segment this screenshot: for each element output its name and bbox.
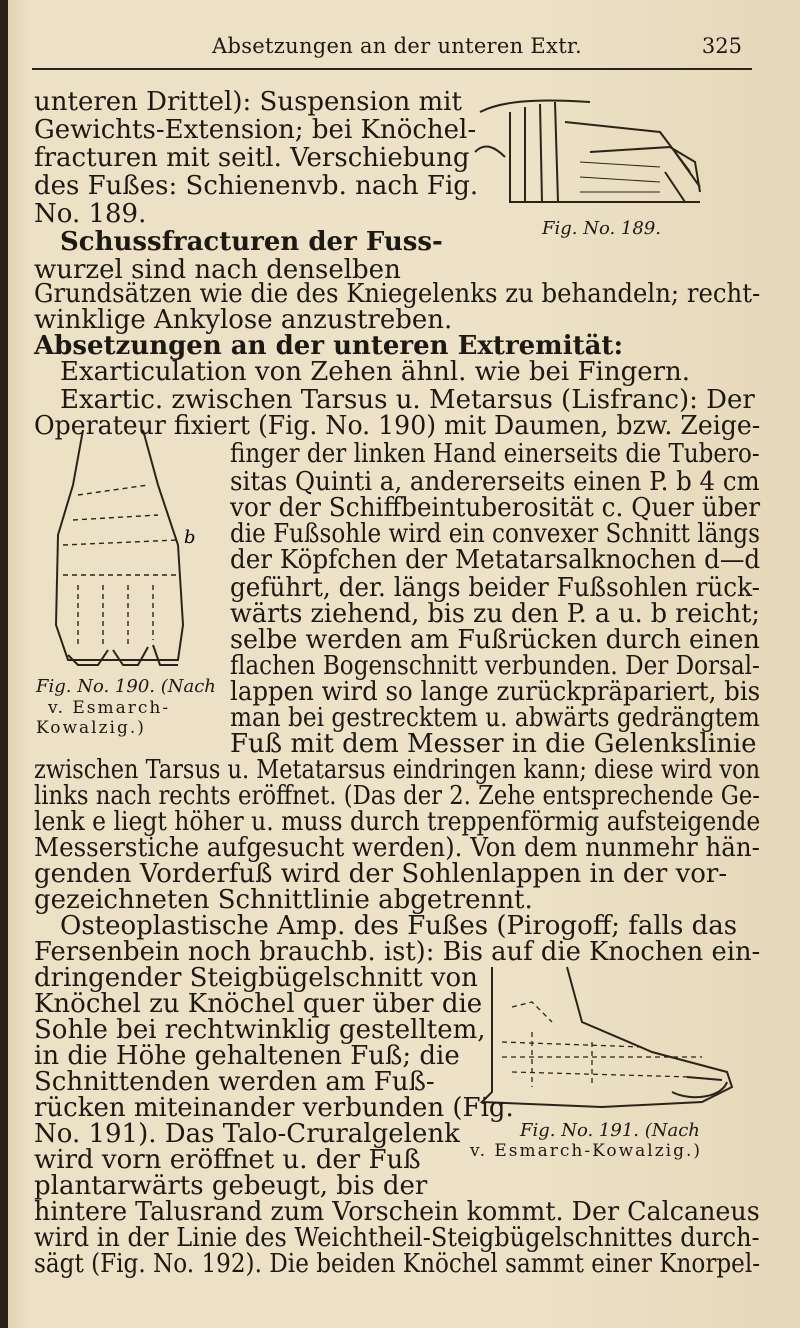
text-line: Fersenbein noch brauchb. ist): Bis auf die Knochen ein- xyxy=(34,937,761,967)
text-line: lenk e liegt höher u. muss durch treppenförmig aufsteigende xyxy=(34,807,761,837)
text-line: wurzel sind nach denselben xyxy=(34,255,401,285)
text-line: genden Vorderfuß wird der Sohlenlappen in der vor- xyxy=(34,859,728,889)
running-header-title: Absetzungen an der unteren Extr. xyxy=(212,34,582,58)
running-header xyxy=(32,28,752,70)
text-line: Schnittenden werden am Fuß- xyxy=(34,1067,435,1097)
text-line: Gewichts-Extension; bei Knöchel- xyxy=(34,115,477,145)
text-line: man bei gestrecktem u. abwärts gedrängtem xyxy=(230,703,760,733)
text-line: flachen Bogenschnitt verbunden. Der Dorsal- xyxy=(230,651,760,681)
text-line: sägt (Fig. No. 192). Die beiden Knöchel sammt einer Knorpel- xyxy=(34,1249,761,1279)
figure-190-caption-line-2: v. Esmarch- xyxy=(48,698,171,718)
text-line: gezeichneten Schnittlinie abgetrennt. xyxy=(34,885,533,915)
text-line: winklige Ankylose anzustreben. xyxy=(34,305,453,335)
text-line: in die Höhe gehaltenen Fuß; die xyxy=(34,1041,460,1071)
text-line: wird in der Linie des Weichtheil-Steigbügelschnittes durch- xyxy=(34,1223,760,1253)
text-line: No. 189. xyxy=(34,199,147,229)
figure-189-illustration xyxy=(470,92,730,217)
section-heading: Absetzungen an der unteren Extremität: xyxy=(34,331,624,361)
text-line: Operateur fixiert (Fig. No. 190) mit Daumen, bzw. Zeige- xyxy=(34,411,761,441)
text-line: sitas Quinti a, andererseits einen P. b 4 cm xyxy=(230,467,760,497)
text-line: fracturen mit seitl. Verschiebung xyxy=(34,143,470,173)
figure-191-caption-line-1: Fig. No. 191. (Nach xyxy=(520,1120,700,1141)
text-line: selbe werden am Fußrücken durch einen xyxy=(230,625,760,655)
text-line: Sohle bei rechtwinklig gestelltem, xyxy=(34,1015,486,1045)
figure-190-caption-line-3: Kowalzig.) xyxy=(36,718,146,738)
text-line: plantarwärts gebeugt, bis der xyxy=(34,1171,428,1201)
text-line: des Fußes: Schienenvb. nach Fig. xyxy=(34,171,479,201)
text-line: Exartic. zwischen Tarsus u. Metarsus (Lisfranc): Der xyxy=(60,385,755,415)
section-heading: Schussfracturen der Fuss- xyxy=(60,227,443,257)
text-line: Messerstiche aufgesucht werden). Von dem nunmehr hän- xyxy=(34,833,760,863)
text-line: Fuß mit dem Messer in die Gelenkslinie xyxy=(230,729,757,759)
page-number: 325 xyxy=(701,34,742,58)
text-line: rücken miteinander verbunden (Fig. xyxy=(34,1093,514,1123)
figure-189-caption: Fig. No. 189. xyxy=(542,218,662,239)
figure-190-illustration xyxy=(38,425,218,670)
figure-190-caption-line-1: Fig. No. 190. (Nach xyxy=(36,676,216,697)
text-line: die Fußsohle wird ein convexer Schnitt längs xyxy=(230,519,760,549)
text-line: hintere Talusrand zum Vorschein kommt. Der Calcaneus xyxy=(34,1197,760,1227)
page-spine-edge xyxy=(0,0,8,1328)
text-line: vor der Schiffbeintuberosität c. Quer über xyxy=(230,493,761,523)
text-line: unteren Drittel): Suspension mit xyxy=(34,87,462,117)
text-line: Osteoplastische Amp. des Fußes (Pirogoff; falls das xyxy=(60,911,738,941)
text-line: der Köpfchen der Metatarsalknochen d—d xyxy=(230,545,761,575)
figure-190-label-b: b xyxy=(184,527,196,548)
text-line: geführt, der. längs beider Fußsohlen rück- xyxy=(230,573,760,603)
text-line: wärts ziehend, bis zu den P. a u. b reicht; xyxy=(230,599,760,629)
text-line: wird vorn eröffnet u. der Fuß xyxy=(34,1145,421,1175)
text-line: links nach rechts eröffnet. (Das der 2. Zehe entsprechende Ge- xyxy=(34,781,760,811)
text-line: Knöchel zu Knöchel quer über die xyxy=(34,989,483,1019)
text-line: Exarticulation von Zehen ähnl. wie bei Fingern. xyxy=(60,357,691,387)
text-line: zwischen Tarsus u. Metatarsus eindringen kann; diese wird von xyxy=(34,755,761,785)
text-line: finger der linken Hand einerseits die Tubero- xyxy=(230,439,760,469)
text-line: Grundsätzen wie die des Kniegelenks zu behandeln; recht- xyxy=(34,279,761,309)
text-line: No. 191). Das Talo-Cruralgelenk xyxy=(34,1119,460,1149)
text-line: dringender Steigbügelschnitt von xyxy=(34,963,478,993)
figure-191-caption-line-2: v. Esmarch-Kowalzig.) xyxy=(470,1141,703,1161)
text-line: lappen wird so lange zurückpräpariert, bis xyxy=(230,677,761,707)
